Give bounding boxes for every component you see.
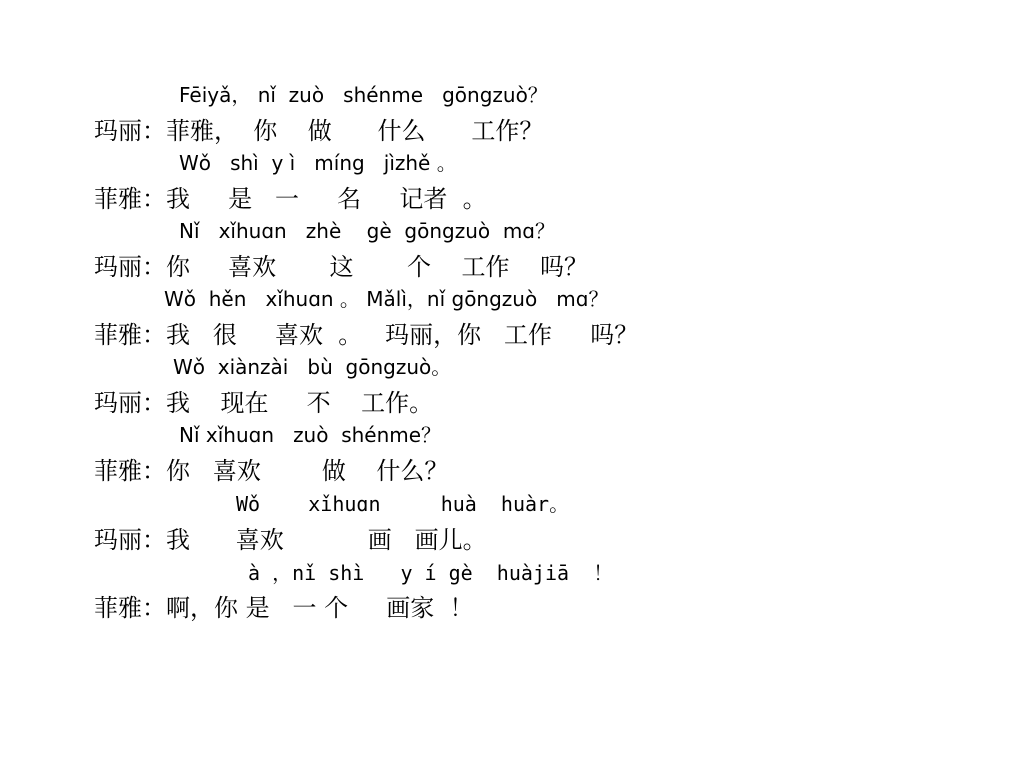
pinyin-line-4: Wǒ hěn xǐhuɑn 。 Mǎlì，nǐ gōngzuò mɑ？ <box>164 287 609 311</box>
pinyin-line-2: Wǒ shì y ì míng jìzhě 。 <box>179 151 457 175</box>
pinyin-line-3: Nǐ xǐhuɑn zhè gè gōngzuò mɑ？ <box>179 219 556 243</box>
hanzi-line-1: 玛丽：菲雅， 你 做 什么 工作？ <box>94 117 544 145</box>
hanzi-line-6: 菲雅：你 喜欢 做 什么？ <box>94 457 449 485</box>
pinyin-line-6: Nǐ xǐhuɑn zuò shénme？ <box>179 423 442 447</box>
hanzi-line-2: 菲雅：我 是 一 名 记者 。 <box>94 185 487 213</box>
hanzi-line-4: 菲雅：我 很 喜欢 。 玛丽，你 工作 吗？ <box>94 321 639 349</box>
hanzi-line-5: 玛丽：我 现在 不 工作。 <box>94 389 434 417</box>
hanzi-line-8: 菲雅：啊，你 是 一 个 画家 ！ <box>94 594 474 622</box>
pinyin-line-7: Wǒ xǐhuɑn huà huàr。 <box>236 492 570 516</box>
hanzi-line-3: 玛丽：你 喜欢 这 个 工作 吗？ <box>94 253 588 281</box>
hanzi-line-7: 玛丽：我 喜欢 画 画儿。 <box>94 526 487 554</box>
pinyin-line-8: à ，nǐ shì y í gè huàjiā ！ <box>248 561 614 585</box>
pinyin-line-5: Wǒ xiànzài bù gōngzuò。 <box>173 355 452 379</box>
pinyin-line-1: Fēiyǎ， nǐ zuò shénme gōngzuò？ <box>179 83 548 107</box>
